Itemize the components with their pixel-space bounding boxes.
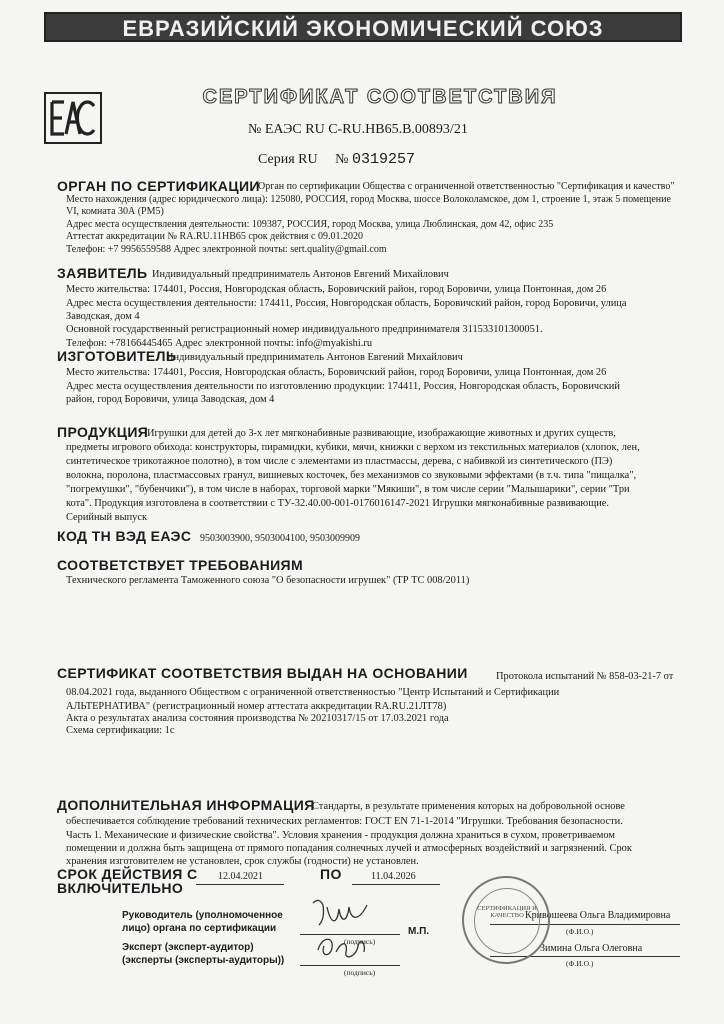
- series-label: Серия: [258, 152, 295, 167]
- series-line: [258, 151, 415, 168]
- applicant-line: Место жительства: 174401, Россия, Новгородская область, Боровичский район, город Боровичи, улица Понтонная, дом 26: [66, 284, 607, 295]
- manufacturer-line: Адрес места осуществления деятельности по изготовлению продукции: 174411, Россия, Новгородская область, Боровичский: [66, 381, 620, 392]
- head-fio-caption: (Ф.И.О.): [566, 927, 594, 936]
- manufacturer-line: район, город Боровичи, улица Заводская, дом 4: [66, 394, 275, 405]
- basis-line: Схема сертификации: 1с: [66, 725, 175, 736]
- product-line: "погремушки", "бубенчики"), в том числе в наборах, торговой марки "Мякиши", в том числе серии "Малышарики", серии "Три: [66, 484, 630, 495]
- form-number: 0319257: [351, 151, 415, 168]
- expert-signature: [312, 930, 372, 964]
- additional-line: Часть 1. Механические и физические свойства". Условия хранения - продукция должна храниться в сухом, проветриваемом: [66, 830, 615, 841]
- additional-line: обеспечивается соблюдение требований технических регламентов: ГОСТ EN 71-1-2014 "Игрушки. Требования безопасности.: [66, 816, 623, 827]
- product-line: предметы игрового обихода: конструкторы, пирамидки, кубики, мячи, книжки с верхом из текстильных материалов (хлопок, лен,: [66, 442, 640, 453]
- additional-line: Стандарты, в результате применения которых на добровольной основе: [312, 801, 625, 812]
- head-sign-caption: (подпись): [344, 937, 376, 946]
- expert-label: (эксперты (эксперты-аудиторы)): [122, 955, 285, 966]
- expert-sign-caption: (подпись): [344, 968, 376, 977]
- eac-mark-icon: [44, 92, 102, 144]
- manufacturer-line: Место жительства: 174401, Россия, Новгородская область, Боровичский район, город Боровичи, улица Понтонная, дом 26: [66, 367, 607, 378]
- union-banner: ЕВРАЗИЙСКИЙ ЭКОНОМИЧЕСКИЙ СОЮЗ: [44, 12, 682, 42]
- series-value: RU: [298, 152, 318, 167]
- head-signature: [305, 895, 375, 933]
- cert-body-heading: ОРГАН ПО СЕРТИФИКАЦИИ: [57, 178, 260, 194]
- expert-name: Зимина Ольга Олеговна: [540, 943, 643, 954]
- basis-line: Акта о результатах анализа состояния производства № 20210317/15 от 17.03.2021 года: [66, 713, 449, 724]
- valid-to-label: ПО: [320, 866, 342, 882]
- applicant-line: Основной государственный регистрационный номер индивидуального предпринимателя 311533101300051.: [66, 324, 543, 335]
- tnved-codes: 9503003900, 9503004100, 9503009909: [200, 533, 360, 544]
- product-line: волокна, поролона, пластмассовых гранул, вишневых косточек, без механизмов со звуковыми эффектами (в т.ч. типа "пищалка",: [66, 470, 637, 481]
- basis-line: Протокола испытаний № 858-03-21-7 от: [496, 671, 674, 682]
- validity-heading: СРОК ДЕЙСТВИЯ С: [57, 866, 198, 882]
- product-line: синтетическое трикотажное полотно), в том числе с элементами из пластмассы, дерева, с набивкой из синтетического (ПЭ): [66, 456, 613, 467]
- cert-body-line: Телефон: +7 9956559588 Адрес электронной почты: sert.quality@gmail.com: [66, 244, 387, 255]
- applicant-heading: ЗАЯВИТЕЛЬ: [57, 265, 148, 281]
- cert-body-line: Адрес места осуществления деятельности: 109387, РОССИЯ, город Москва, улица Люблинская, дом 42, офис 235: [66, 219, 554, 230]
- certificate-title: СЕРТИФИКАТ СООТВЕТСТВИЯ: [202, 86, 558, 108]
- head-label: Руководитель (уполномоченное: [122, 910, 283, 921]
- manufacturer-heading: ИЗГОТОВИТЕЛЬ: [57, 348, 177, 364]
- cert-body-line: VI, комната 30А (РМ5): [66, 206, 164, 217]
- cert-body-line: Аттестат аккредитации № RA.RU.11НВ65 срок действия с 09.01.2020: [66, 231, 363, 242]
- stamp-text: СЕРТИФИКАЦИЯ И КАЧЕСТВО: [477, 905, 537, 919]
- official-stamp: [462, 876, 550, 964]
- product-line: Игрушки для детей до 3-х лет мягконабивные развивающие, изображающие животных и других существ,: [147, 428, 616, 439]
- additional-heading: ДОПОЛНИТЕЛЬНАЯ ИНФОРМАЦИЯ: [57, 797, 315, 813]
- head-name: Кривошеева Ольга Владимировна: [525, 910, 671, 921]
- valid-from-underline: [196, 884, 284, 885]
- expert-signature-line: [300, 965, 400, 966]
- expert-label: Эксперт (эксперт-аудитор): [122, 942, 254, 953]
- expert-fio-caption: (Ф.И.О.): [566, 959, 594, 968]
- valid-to: 11.04.2026: [371, 871, 416, 882]
- applicant-line: Индивидуальный предприниматель Антонов Евгений Михайлович: [152, 269, 449, 280]
- applicant-line: Телефон: +78166445465 Адрес электронной почты: info@myakishi.ru: [66, 338, 373, 349]
- cert-body-line: Место нахождения (адрес юридического лица): 125080, РОССИЯ, город Москва, шоссе Волоколамское, дом 1, строение 1, этаж 5 помещение: [66, 194, 671, 205]
- basis-heading: СЕРТИФИКАТ СООТВЕТСТВИЯ ВЫДАН НА ОСНОВАНИИ: [57, 665, 468, 681]
- validity-inclusive: ВКЛЮЧИТЕЛЬНО: [57, 880, 184, 896]
- cert-body-line: Орган по сертификации Общества с ограниченной ответственностью "Сертификация и качество": [258, 181, 675, 192]
- valid-from: 12.04.2021: [218, 871, 263, 882]
- basis-line: 08.04.2021 года, выданного Обществом с ограниченной ответственностью "Центр Испытаний и Сертификации: [66, 687, 560, 698]
- additional-line: хранения изготовителем не установлен, срок службы (годности) не установлен.: [66, 856, 419, 867]
- mp-label: М.П.: [408, 926, 430, 937]
- tnved-heading: КОД ТН ВЭД ЕАЭС: [57, 528, 192, 544]
- product-line: кота". Продукция изготовлена в соответствии с ТУ-32.40.00-001-0176016147-2021 Игрушки мягконабивные развивающие.: [66, 498, 609, 509]
- manufacturer-line: Индивидуальный предприниматель Антонов Евгений Михайлович: [166, 352, 463, 363]
- registration-number: № ЕАЭС RU С-RU.НВ65.В.00893/21: [248, 122, 468, 137]
- additional-line: помещении и должна быть защищена от прямого попадания солнечных лучей и атмосферных воздействий и загрязнений. Срок: [66, 843, 632, 854]
- applicant-line: Заводская, дом 4: [66, 311, 140, 322]
- conformity-value: Технического регламента Таможенного союза "О безопасности игрушек" (ТР ТС 008/2011): [66, 575, 470, 586]
- valid-to-underline: [352, 884, 440, 885]
- product-line: Серийный выпуск: [66, 512, 147, 523]
- head-label: лицо) органа по сертификации: [122, 923, 277, 934]
- number-label: №: [335, 152, 349, 167]
- applicant-line: Адрес места осуществления деятельности: 174411, Россия, Новгородская область, Боровичский район, город Боровичи, улица: [66, 298, 627, 309]
- product-heading: ПРОДУКЦИЯ: [57, 424, 149, 440]
- basis-line: АЛЬТЕРНАТИВА" (регистрационный номер аттестата аккредитации RA.RU.21ЛТ78): [66, 701, 447, 712]
- conformity-heading: СООТВЕТСТВУЕТ ТРЕБОВАНИЯМ: [57, 557, 304, 573]
